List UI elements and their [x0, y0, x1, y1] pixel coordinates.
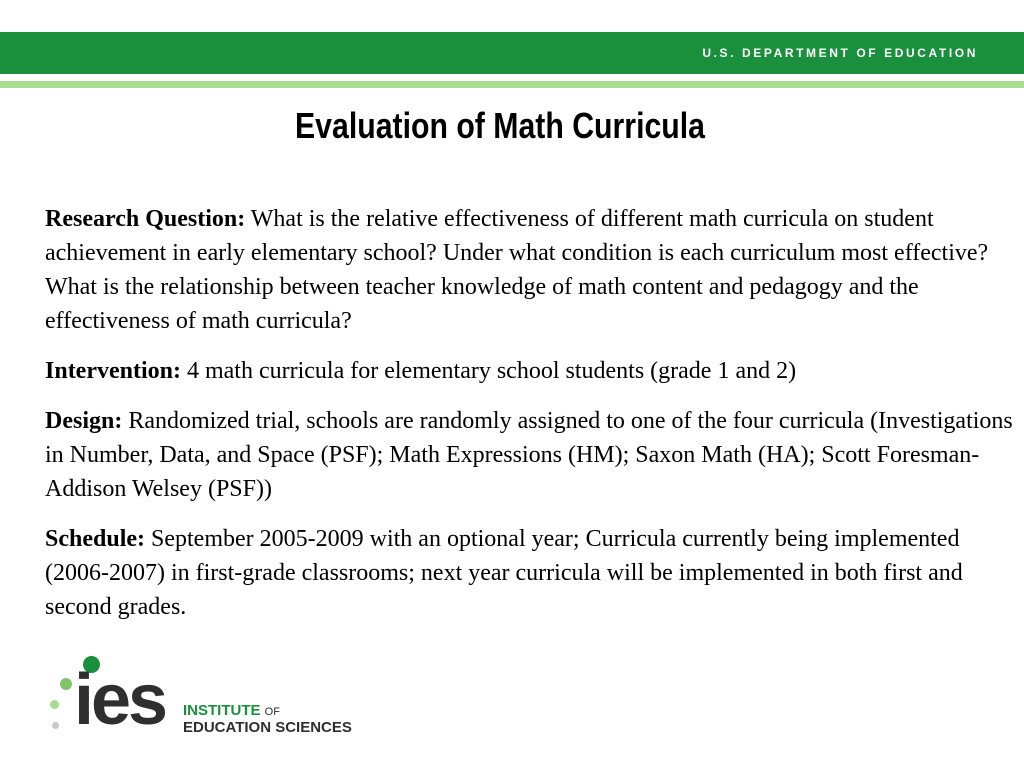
- design-label: Design:: [45, 408, 123, 434]
- logo-dot-tiny-icon: [52, 722, 59, 729]
- design-paragraph: [45, 404, 1020, 506]
- slide-body: [45, 202, 1020, 640]
- schedule-paragraph: [45, 522, 1020, 624]
- research-question-text: What is the relative effectiveness of different math curricula on student achievement in early elementary school? Under what condition is each curriculum most effective? What is the relationship between teacher knowledge of math content and pedagogy and the effectiveness of math curricula?: [45, 206, 989, 334]
- header-bar: [0, 32, 1024, 74]
- logo-dot-small-icon: [50, 700, 59, 709]
- logo-dot-medium-icon: [60, 678, 72, 690]
- intervention-paragraph: [45, 354, 1020, 388]
- ies-logo: [48, 656, 378, 740]
- design-text: Randomized trial, schools are randomly assigned to one of the four curricula (Investigations in Number, Data, and Space (PSF); Math Expressions (HM); Saxon Math (HA); Scott Foresman-Addison Welsey (PSF)): [45, 408, 1013, 502]
- schedule-label: Schedule:: [45, 526, 146, 552]
- logo-of: OF: [264, 706, 280, 718]
- slide-title: Evaluation of Math Curricula: [295, 105, 705, 146]
- department-name: U.S. DEPARTMENT OF EDUCATION: [702, 46, 978, 60]
- logo-institute: INSTITUTE: [183, 702, 261, 719]
- intervention-label: Intervention:: [45, 358, 181, 384]
- intervention-text: 4 math curricula for elementary school students (grade 1 and 2): [180, 358, 797, 384]
- schedule-text: September 2005-2009 with an optional year; Curricula currently being implemented (2006-2007) in first-grade classrooms; next year curricula will be implemented in both first and second grades.: [45, 526, 963, 620]
- research-question-label: Research Question:: [45, 206, 246, 232]
- logo-mark: ies: [74, 660, 166, 740]
- research-question-paragraph: [45, 202, 1020, 338]
- logo-line-2: EDUCATION SCIENCES: [183, 719, 352, 736]
- header-stripe: [0, 81, 1024, 88]
